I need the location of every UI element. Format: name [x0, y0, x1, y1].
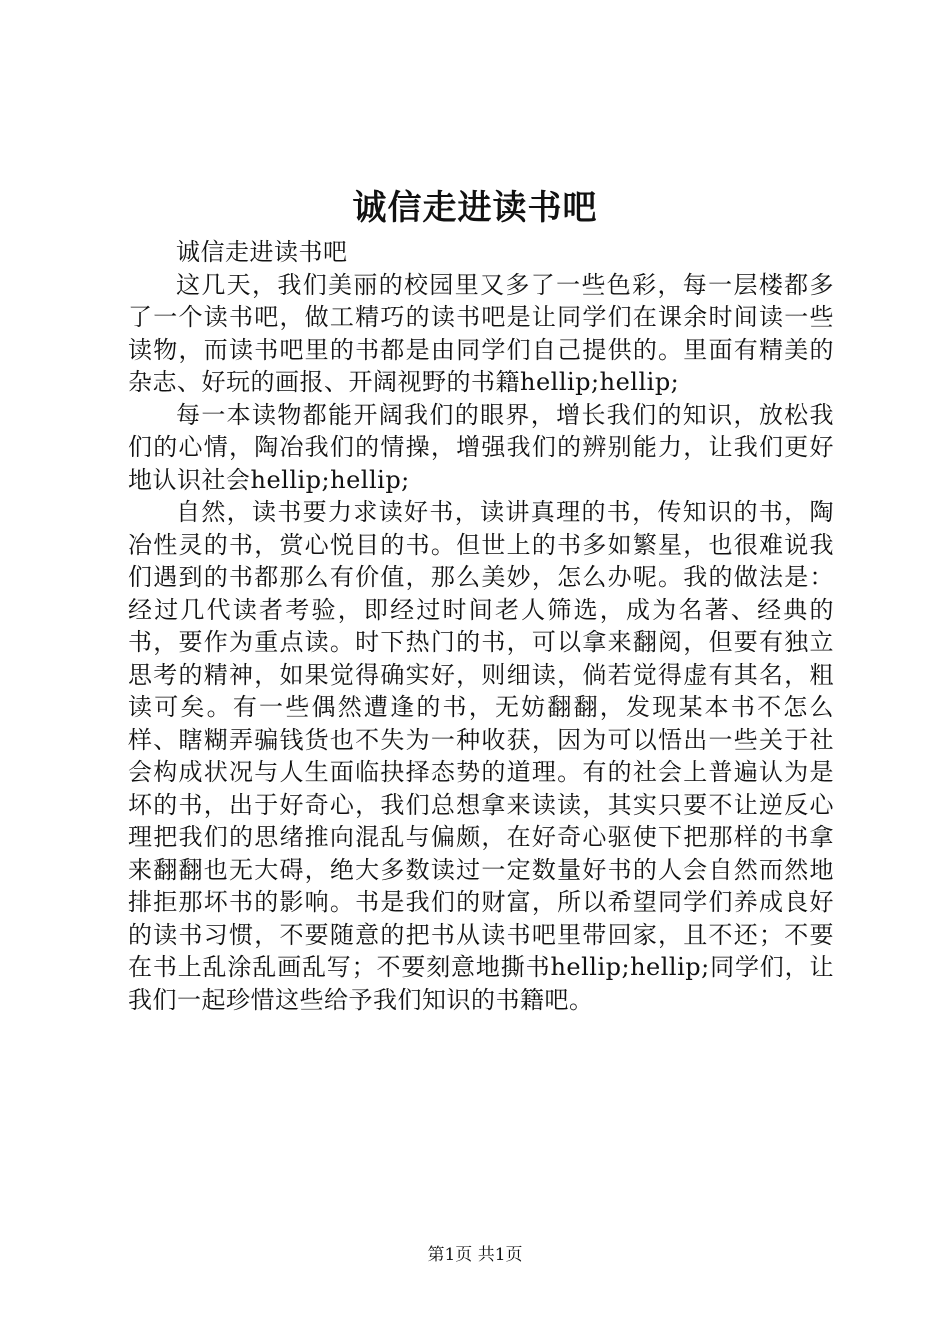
- page-title: 诚信走进读书吧: [352, 188, 598, 228]
- page-number: 第1页 共1页: [427, 1245, 523, 1265]
- article-body: [128, 236, 834, 1016]
- page-footer: [0, 1243, 950, 1267]
- paragraph: 每一本读物都能开阔我们的眼界，增长我们的知识，放松我们的心情，陶冶我们的情操，增强我们的辨别能力，让我们更好地认识社会hellip;hellip;: [128, 400, 834, 494]
- paragraph-subtitle: 诚信走进读书吧: [176, 238, 348, 266]
- paragraph: 这几天，我们美丽的校园里又多了一些色彩，每一层楼都多了一个读书吧，做工精巧的读书吧是让同学们在课余时间读一些读物，而读书吧里的书都是由同学们自己提供的。里面有精美的杂志、好玩的画报、开阔视野的书籍hellip;hellip;: [128, 270, 834, 396]
- paragraph: 自然，读书要力求读好书，读讲真理的书，传知识的书，陶冶性灵的书，赏心悦目的书。但世上的书多如繁星，也很难说我们遇到的书都那么有价值，那么美妙，怎么办呢。我的做法是：经过几代读者考验，即经过时间老人筛选，成为名著、经典的书，要作为重点读。时下热门的书，可以拿来翻阅，但要有独立思考的精神，如果觉得确实好，则细读，倘若觉得虚有其名，粗读可矣。有一些偶然遭逢的书，无妨翻翻，发现某本书不怎么样、瞎糊弄骗钱货也不失为一种收获，因为可以悟出一些关于社会构成状况与人生面临抉择态势的道理。有的社会上普遍认为是坏的书，出于好奇心，我们总想拿来读读，其实只要不让逆反心理把我们的思绪推向混乱与偏颇，在好奇心驱使下把那样的书拿来翻翻也无大碍，绝大多数读过一定数量好书的人会自然而然地排拒那坏书的影响。书是我们的财富，所以希望同学们养成良好的读书习惯，不要随意的把书从读书吧里带回家，且不还；不要在书上乱涂乱画乱写；不要刻意地撕书hellip;hellip;同学们，让我们一起珍惜这些给予我们知识的书籍吧。: [128, 498, 834, 1014]
